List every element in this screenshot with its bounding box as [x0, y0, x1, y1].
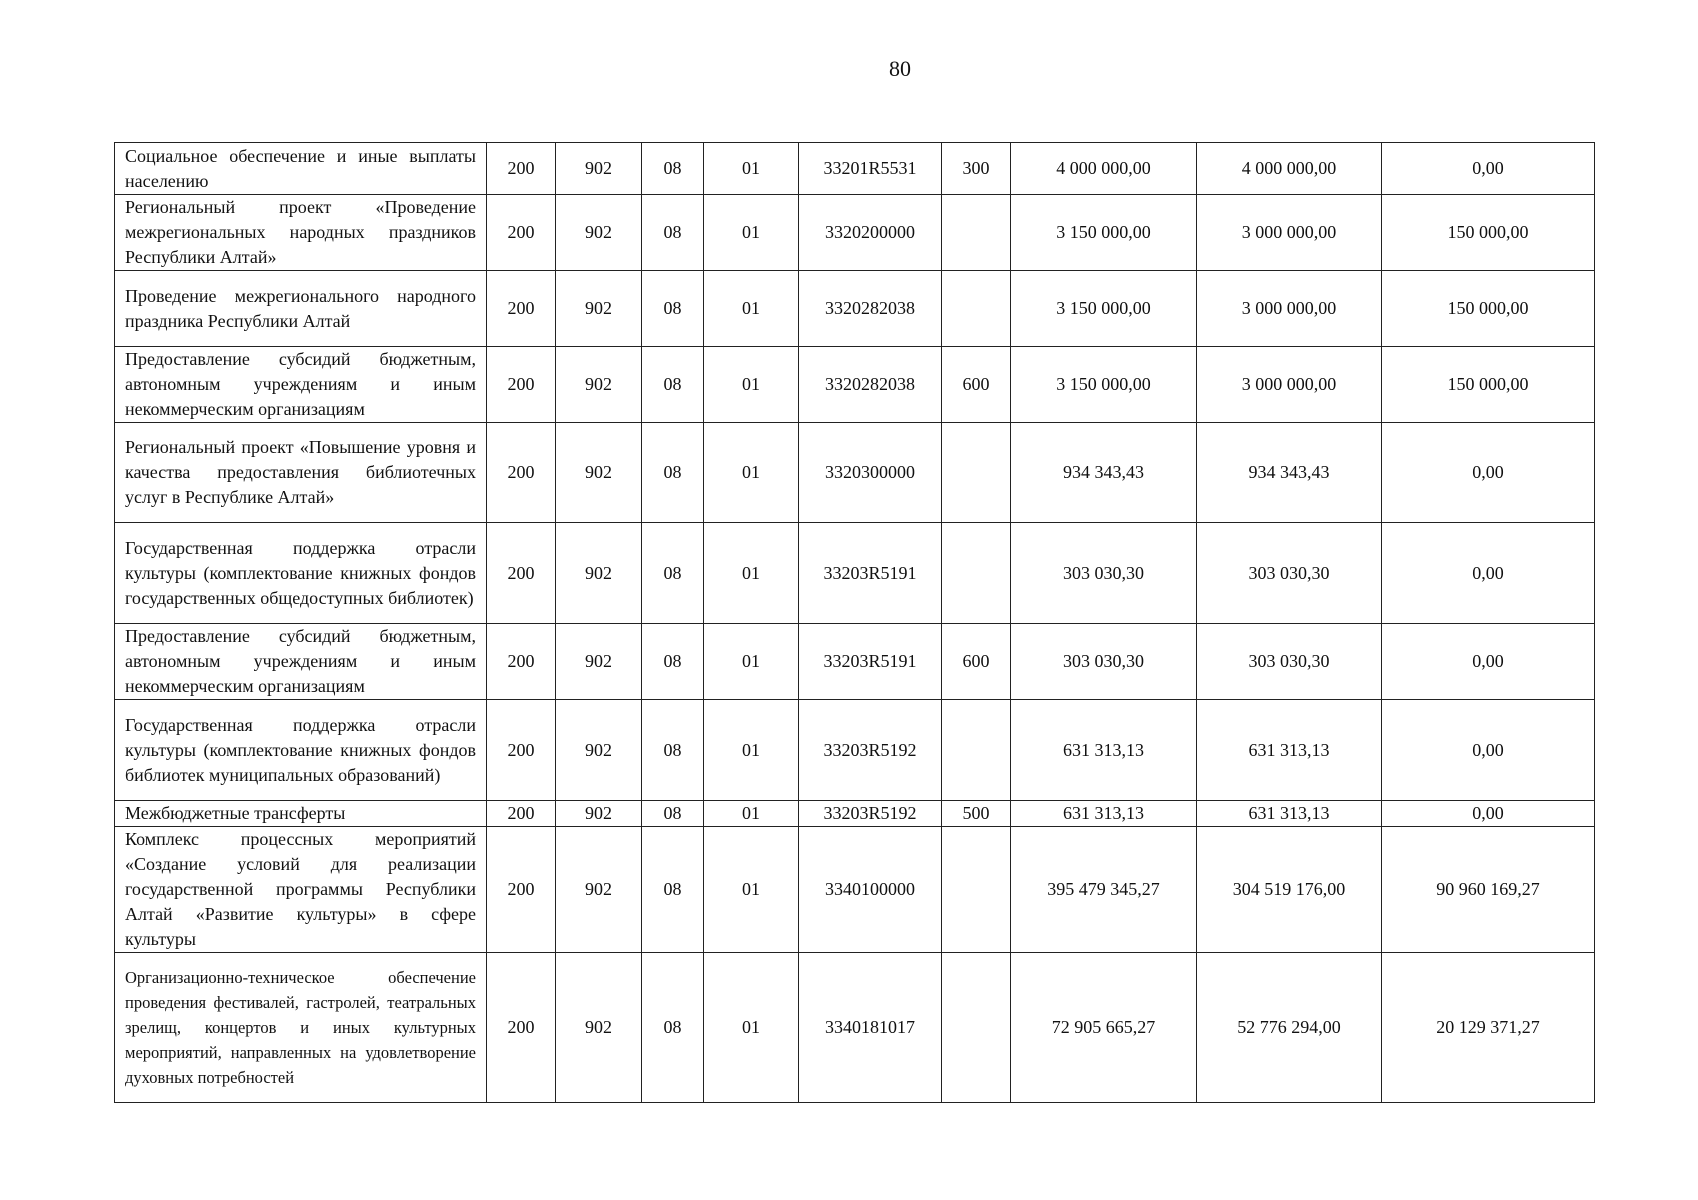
target-article-code-cell: 3320282038	[799, 271, 942, 347]
section-code-cell: 08	[642, 523, 704, 624]
amount-regional-cell: 0,00	[1382, 523, 1595, 624]
expense-type-code-cell	[942, 423, 1011, 523]
expense-type-code-cell	[942, 953, 1011, 1103]
amount-federal-cell: 631 313,13	[1197, 700, 1382, 801]
ministry-code-cell: 902	[556, 271, 642, 347]
amount-federal-cell: 303 030,30	[1197, 523, 1382, 624]
target-article-code-cell: 3340181017	[799, 953, 942, 1103]
expense-type-code-cell: 600	[942, 624, 1011, 700]
amount-federal-cell: 52 776 294,00	[1197, 953, 1382, 1103]
target-article-code-cell: 33203R5192	[799, 700, 942, 801]
row-name-cell: Государственная поддержка отрасли культуры (комплектование книжных фондов библиотек муниципальных образований)	[115, 700, 487, 801]
table-row	[115, 827, 1595, 953]
target-article-code-cell: 3340100000	[799, 827, 942, 953]
subsection-code-cell: 01	[704, 953, 799, 1103]
section-code-cell: 08	[642, 801, 704, 827]
target-article-code-cell: 33201R5531	[799, 143, 942, 195]
ministry-code-cell: 902	[556, 700, 642, 801]
amount-total-cell: 395 479 345,27	[1011, 827, 1197, 953]
budget-table	[114, 142, 1595, 1103]
admin-code-cell: 200	[487, 423, 556, 523]
ministry-code-cell: 902	[556, 801, 642, 827]
amount-total-cell: 4 000 000,00	[1011, 143, 1197, 195]
admin-code-cell: 200	[487, 700, 556, 801]
amount-regional-cell: 0,00	[1382, 700, 1595, 801]
target-article-code-cell: 3320200000	[799, 195, 942, 271]
admin-code-cell: 200	[487, 827, 556, 953]
amount-federal-cell: 3 000 000,00	[1197, 347, 1382, 423]
ministry-code-cell: 902	[556, 347, 642, 423]
section-code-cell: 08	[642, 423, 704, 523]
amount-federal-cell: 4 000 000,00	[1197, 143, 1382, 195]
target-article-code-cell: 33203R5192	[799, 801, 942, 827]
ministry-code-cell: 902	[556, 423, 642, 523]
amount-total-cell: 72 905 665,27	[1011, 953, 1197, 1103]
row-name-cell: Организационно-техническое обеспечение проведения фестивалей, гастролей, театральных зрелищ, концертов и иных культурных мероприятий, направленных на удовлетворение духовных потребностей	[115, 953, 487, 1103]
table-row	[115, 953, 1595, 1103]
row-name-cell: Предоставление субсидий бюджетным, автономным учреждениям и иным некоммерческим организациям	[115, 347, 487, 423]
ministry-code-cell: 902	[556, 827, 642, 953]
expense-type-code-cell	[942, 523, 1011, 624]
admin-code-cell: 200	[487, 953, 556, 1103]
admin-code-cell: 200	[487, 271, 556, 347]
admin-code-cell: 200	[487, 523, 556, 624]
section-code-cell: 08	[642, 143, 704, 195]
row-name-cell: Проведение межрегионального народного праздника Республики Алтай	[115, 271, 487, 347]
row-name-cell: Государственная поддержка отрасли культуры (комплектование книжных фондов государственных общедоступных библиотек)	[115, 523, 487, 624]
amount-total-cell: 3 150 000,00	[1011, 271, 1197, 347]
subsection-code-cell: 01	[704, 347, 799, 423]
admin-code-cell: 200	[487, 347, 556, 423]
subsection-code-cell: 01	[704, 700, 799, 801]
table-row	[115, 271, 1595, 347]
page-number: 80	[889, 56, 911, 81]
expense-type-code-cell	[942, 827, 1011, 953]
expense-type-code-cell	[942, 700, 1011, 801]
amount-total-cell: 303 030,30	[1011, 523, 1197, 624]
subsection-code-cell: 01	[704, 801, 799, 827]
amount-regional-cell: 0,00	[1382, 143, 1595, 195]
amount-total-cell: 631 313,13	[1011, 801, 1197, 827]
subsection-code-cell: 01	[704, 624, 799, 700]
row-name-cell: Региональный проект «Проведение межрегиональных народных праздников Республики Алтай»	[115, 195, 487, 271]
ministry-code-cell: 902	[556, 523, 642, 624]
subsection-code-cell: 01	[704, 195, 799, 271]
admin-code-cell: 200	[487, 801, 556, 827]
amount-total-cell: 934 343,43	[1011, 423, 1197, 523]
section-code-cell: 08	[642, 953, 704, 1103]
ministry-code-cell: 902	[556, 143, 642, 195]
table-body	[115, 143, 1595, 1103]
table-row	[115, 801, 1595, 827]
amount-total-cell: 631 313,13	[1011, 700, 1197, 801]
admin-code-cell: 200	[487, 195, 556, 271]
amount-federal-cell: 304 519 176,00	[1197, 827, 1382, 953]
expense-type-code-cell	[942, 271, 1011, 347]
target-article-code-cell: 3320300000	[799, 423, 942, 523]
subsection-code-cell: 01	[704, 143, 799, 195]
subsection-code-cell: 01	[704, 271, 799, 347]
subsection-code-cell: 01	[704, 423, 799, 523]
subsection-code-cell: 01	[704, 523, 799, 624]
amount-total-cell: 3 150 000,00	[1011, 195, 1197, 271]
expense-type-code-cell: 600	[942, 347, 1011, 423]
amount-regional-cell: 150 000,00	[1382, 347, 1595, 423]
amount-regional-cell: 0,00	[1382, 423, 1595, 523]
section-code-cell: 08	[642, 195, 704, 271]
row-name-cell: Региональный проект «Повышение уровня и качества предоставления библиотечных услуг в Республике Алтай»	[115, 423, 487, 523]
table-row	[115, 700, 1595, 801]
row-name-cell: Комплекс процессных мероприятий «Создание условий для реализации государственной программы Республики Алтай «Развитие культуры» в сфере культуры	[115, 827, 487, 953]
section-code-cell: 08	[642, 347, 704, 423]
amount-regional-cell: 0,00	[1382, 624, 1595, 700]
table-row	[115, 347, 1595, 423]
ministry-code-cell: 902	[556, 195, 642, 271]
section-code-cell: 08	[642, 624, 704, 700]
amount-regional-cell: 0,00	[1382, 801, 1595, 827]
expense-type-code-cell	[942, 195, 1011, 271]
ministry-code-cell: 902	[556, 953, 642, 1103]
target-article-code-cell: 33203R5191	[799, 523, 942, 624]
amount-regional-cell: 150 000,00	[1382, 195, 1595, 271]
subsection-code-cell: 01	[704, 827, 799, 953]
amount-regional-cell: 20 129 371,27	[1382, 953, 1595, 1103]
amount-federal-cell: 631 313,13	[1197, 801, 1382, 827]
row-name-cell: Социальное обеспечение и иные выплаты населению	[115, 143, 487, 195]
expense-type-code-cell: 300	[942, 143, 1011, 195]
admin-code-cell: 200	[487, 143, 556, 195]
table-row	[115, 143, 1595, 195]
row-name-cell: Предоставление субсидий бюджетным, автономным учреждениям и иным некоммерческим организациям	[115, 624, 487, 700]
amount-total-cell: 303 030,30	[1011, 624, 1197, 700]
amount-total-cell: 3 150 000,00	[1011, 347, 1197, 423]
amount-federal-cell: 303 030,30	[1197, 624, 1382, 700]
section-code-cell: 08	[642, 700, 704, 801]
ministry-code-cell: 902	[556, 624, 642, 700]
table-row	[115, 523, 1595, 624]
table-row	[115, 423, 1595, 523]
amount-federal-cell: 3 000 000,00	[1197, 195, 1382, 271]
table-row	[115, 624, 1595, 700]
amount-regional-cell: 150 000,00	[1382, 271, 1595, 347]
section-code-cell: 08	[642, 271, 704, 347]
target-article-code-cell: 33203R5191	[799, 624, 942, 700]
target-article-code-cell: 3320282038	[799, 347, 942, 423]
section-code-cell: 08	[642, 827, 704, 953]
amount-regional-cell: 90 960 169,27	[1382, 827, 1595, 953]
amount-federal-cell: 3 000 000,00	[1197, 271, 1382, 347]
table-row	[115, 195, 1595, 271]
amount-federal-cell: 934 343,43	[1197, 423, 1382, 523]
admin-code-cell: 200	[487, 624, 556, 700]
row-name-cell: Межбюджетные трансферты	[115, 801, 487, 827]
expense-type-code-cell: 500	[942, 801, 1011, 827]
